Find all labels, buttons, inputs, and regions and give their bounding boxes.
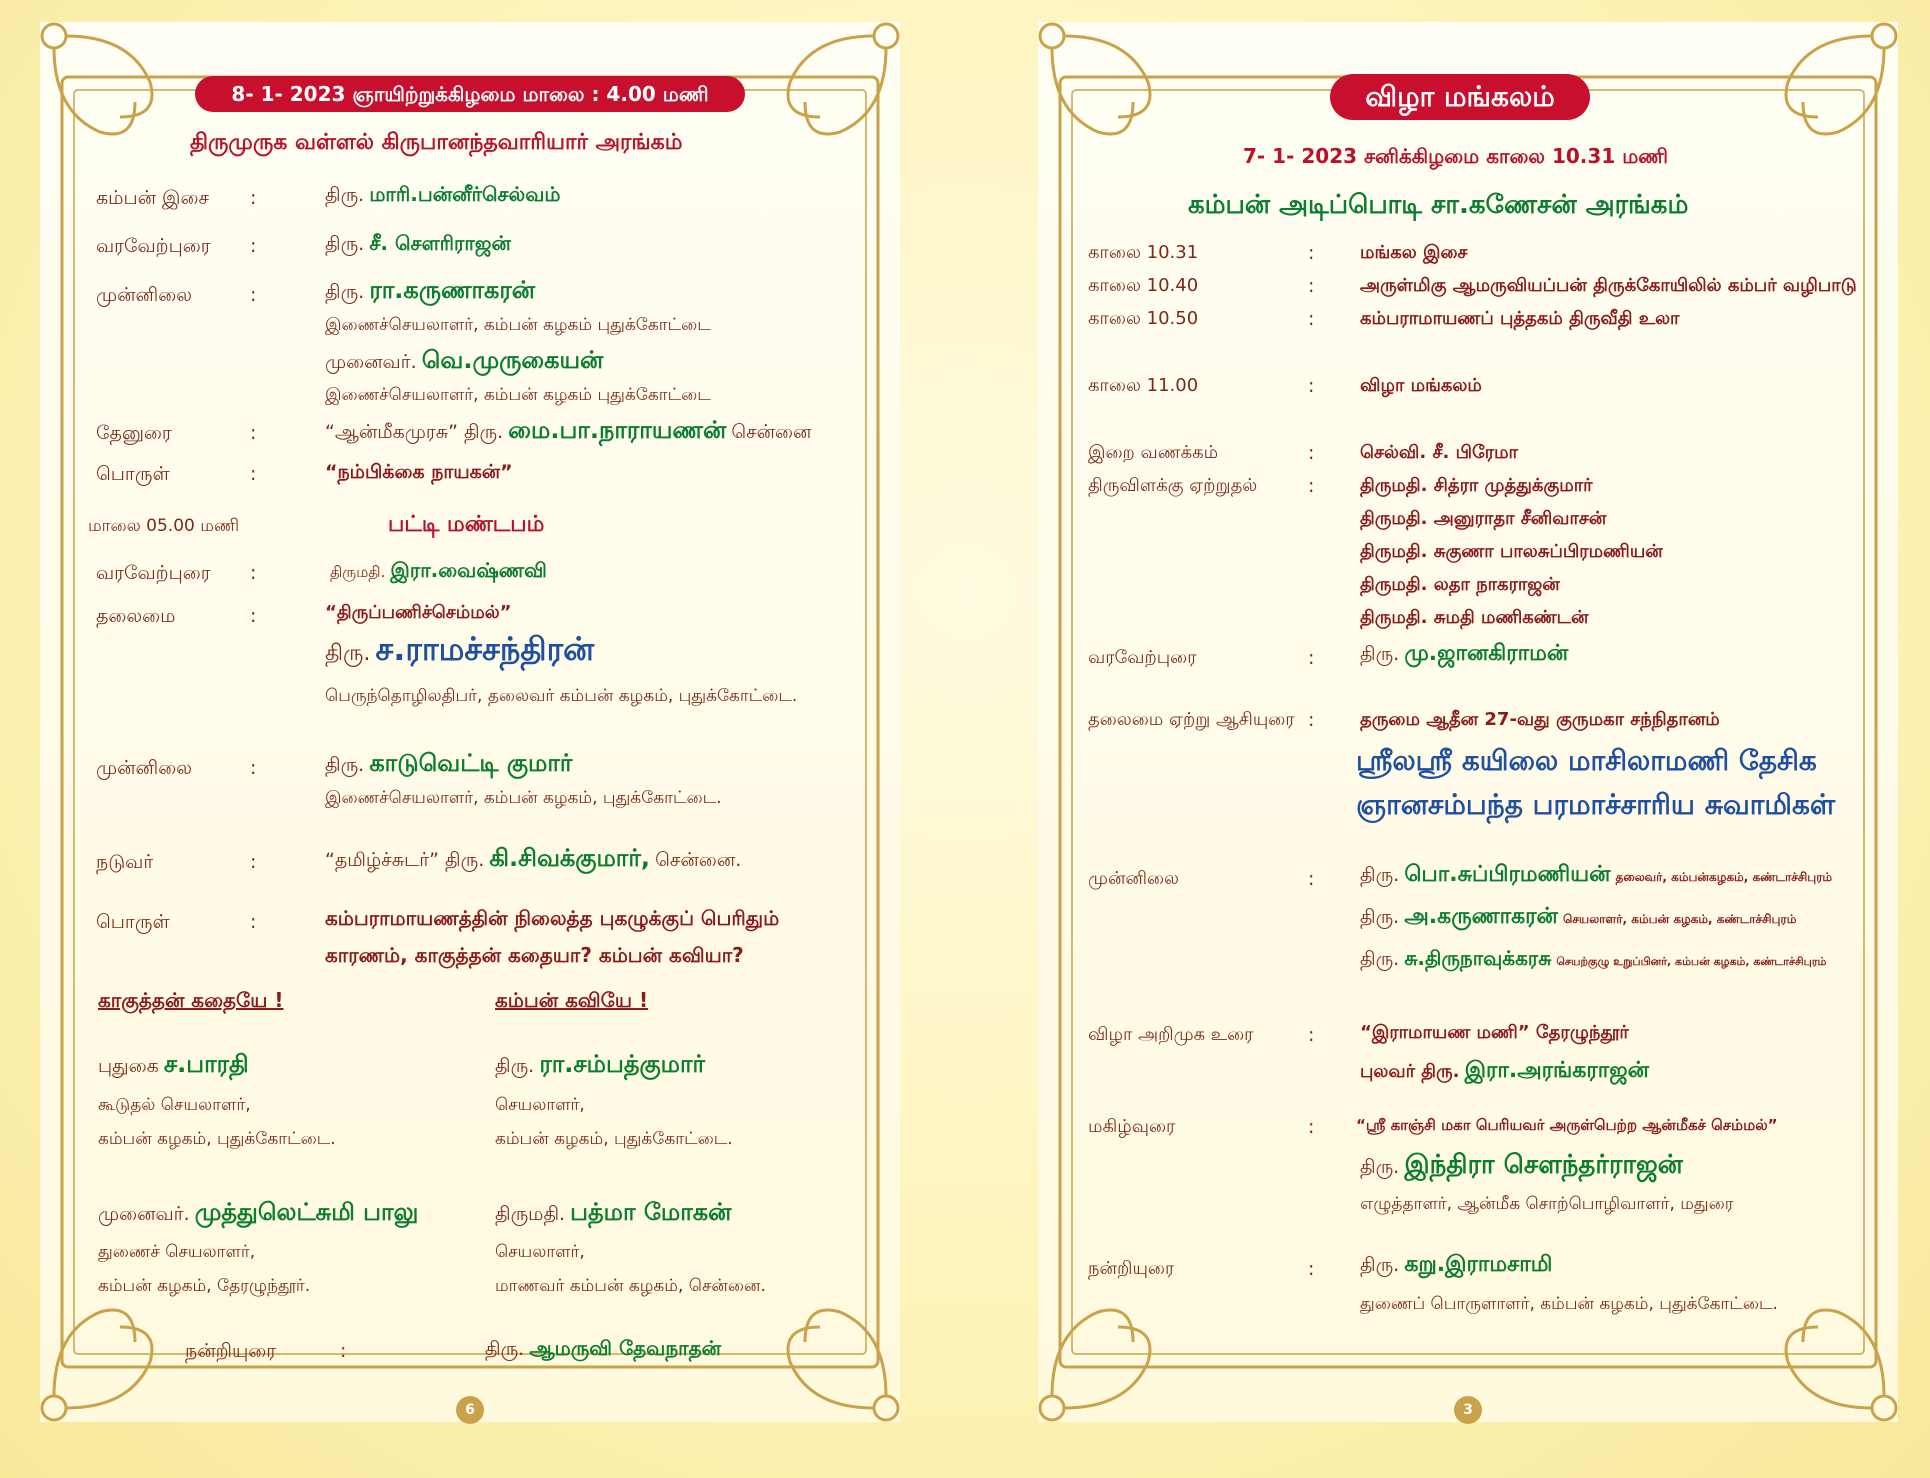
role-label: முன்னிலை	[1088, 868, 1179, 889]
colon: :	[1308, 868, 1315, 890]
debater	[98, 1198, 418, 1229]
speaker	[325, 630, 594, 672]
schedule-time: காலை 10.50	[1088, 308, 1199, 329]
debate-topic-line2: காரணம், காகுத்தன் கதையா? கம்பன் கவியா?	[325, 943, 744, 967]
honorific-title: “தமிழ்ச்சுடர்” திரு.	[325, 849, 485, 871]
speaker-name: மை.பா.நாராயணன்	[508, 416, 727, 444]
team-b-heading: கம்பன் கவியே !	[495, 988, 649, 1012]
colon: :	[340, 1340, 347, 1362]
honorific-title: தருமை ஆதீன 27-வது குருமகா சந்நிதானம்	[1360, 709, 1720, 730]
lamp-lighter: திருமதி. அனுராதா சீனிவாசன்	[1360, 508, 1607, 529]
speaker	[325, 231, 511, 258]
title-prefix: திருமதி.	[330, 563, 386, 581]
role-label: நடுவர்	[96, 851, 154, 873]
role-label: முன்னிலை	[96, 757, 193, 779]
speaker-name: இந்திரா சௌந்தர்ராஜன்	[1404, 1150, 1683, 1180]
colon: :	[1308, 242, 1315, 264]
lamp-lighter: திருமதி. லதா நாகராஜன்	[1360, 574, 1560, 595]
schedule-time: காலை 11.00	[1088, 375, 1199, 396]
speaker-designation: இணைச்செயலாளர், கம்பன் கழகம், புதுக்கோட்டை.	[325, 788, 722, 808]
honorific-title: “ஆன்மீகமுரசு” திரு.	[325, 421, 504, 443]
page-number: 6	[456, 1396, 484, 1424]
debater-designation: கூடுதல் செயலாளர்,	[98, 1095, 251, 1115]
colon: :	[1308, 275, 1315, 297]
speaker	[1360, 641, 1568, 669]
role-label: திருவிளக்கு ஏற்றுதல்	[1088, 475, 1258, 496]
colon: :	[250, 851, 257, 873]
schedule-event: கம்பராமாயணப் புத்தகம் திருவீதி உலா	[1360, 308, 1680, 329]
role-label: வரவேற்புரை	[96, 235, 211, 257]
speaker	[1360, 946, 1826, 973]
schedule-event: மங்கல இசை	[1360, 242, 1468, 263]
speaker	[1360, 1150, 1683, 1183]
debater-name: முத்துலெட்சுமி பாலு	[194, 1198, 419, 1226]
title-banner: விழா மங்கலம்	[1330, 74, 1590, 120]
speaker-designation: துணைப் பொருளாளர், கம்பன் கழகம், புதுக்கோட்டை.	[1360, 1294, 1778, 1314]
team-a-heading: காகுத்தன் கதையே !	[98, 988, 284, 1012]
colon: :	[250, 757, 257, 779]
honorific-title: “இராமாயண மணி” தேரழுந்தூர்	[1360, 1022, 1629, 1043]
date-line: 7- 1- 2023 சனிக்கிழமை காலை 10.31 மணி	[1243, 144, 1669, 168]
debater-designation: மாணவர் கம்பன் கழகம், சென்னை.	[495, 1276, 766, 1296]
title-prefix: திரு.	[1360, 864, 1400, 886]
debater-designation: கம்பன் கழகம், புதுக்கோட்டை.	[495, 1129, 733, 1149]
debater-designation: கம்பன் கழகம், தேரழுந்தூர்.	[98, 1276, 311, 1296]
role-label: கம்பன் இசை	[96, 187, 210, 209]
title-prefix: திரு.	[1360, 643, 1400, 665]
speaker-name: சீ. சௌரிராஜன்	[369, 231, 511, 255]
speaker	[1360, 904, 1796, 932]
title-prefix: முனைவர்.	[98, 1203, 190, 1225]
title-prefix: திரு.	[1360, 1156, 1400, 1178]
role-label: நன்றியுரை	[185, 1340, 277, 1362]
role-label: மகிழ்வுரை	[1088, 1116, 1176, 1137]
debater	[495, 1050, 705, 1081]
colon: :	[250, 562, 257, 584]
speaker	[325, 749, 572, 780]
schedule-event: அருள்மிகு ஆமருவியப்பன் திருக்கோயிலில் கம்பர் வழிபாடு	[1360, 275, 1857, 296]
colon: :	[1308, 709, 1315, 731]
colon: :	[1308, 308, 1315, 330]
colon: :	[250, 187, 257, 209]
chief-guest-name-line1: ஸ்ரீலஸ்ரீ கயிலை மாசிலாமணி தேசிக	[1356, 744, 1817, 777]
speaker-name: ச.ராமச்சந்திரன்	[375, 630, 595, 668]
colon: :	[250, 605, 257, 627]
role-label: தலைமை ஏற்று ஆசியுரை	[1088, 709, 1295, 730]
title-prefix: திரு.	[1360, 906, 1400, 928]
speaker-name: ரா.கருணாகரன்	[369, 276, 536, 304]
title-prefix: திரு.	[325, 233, 365, 255]
colon: :	[1308, 647, 1315, 669]
title-prefix: திரு.	[325, 184, 365, 206]
debate-topic-line1: கம்பராமாயணத்தின் நிலைத்த புகழுக்குப் பெரிதும்	[325, 906, 780, 930]
speaker-designation: இணைச்செயலாளர், கம்பன் கழகம் புதுக்கோட்டை	[325, 385, 711, 405]
speaker	[325, 276, 535, 307]
speaker-name: காடுவெட்டி குமார்	[369, 749, 573, 777]
role-label: வரவேற்புரை	[96, 562, 211, 584]
speaker	[325, 844, 741, 875]
honorific-title: “ஸ்ரீ காஞ்சி மகா பெரியவர் அருள்பெற்ற ஆன்மீகச் செம்மல்”	[1356, 1116, 1778, 1134]
chief-guest-name-line2: ஞானசம்பந்த பரமாச்சாரிய சுவாமிகள்	[1356, 788, 1836, 821]
colon: :	[250, 463, 257, 485]
title-prefix: திருமதி.	[495, 1203, 566, 1225]
debater-designation: கம்பன் கழகம், புதுக்கோட்டை.	[98, 1129, 336, 1149]
schedule-time: காலை 10.40	[1088, 275, 1199, 296]
speaker-name: மாரி.பன்னீர்செல்வம்	[369, 182, 561, 206]
topic: “நம்பிக்கை நாயகன்”	[325, 461, 513, 483]
speaker	[1360, 1252, 1552, 1280]
lamp-lighter: திருமதி. சித்ரா முத்துக்குமார்	[1360, 475, 1593, 496]
speaker	[325, 416, 811, 447]
debater-designation: துணைச் செயலாளர்,	[98, 1242, 256, 1262]
speaker-name: பொ.சுப்பிரமணியன்	[1404, 862, 1611, 887]
role-label: பொருள்	[96, 463, 170, 485]
honorific-title: “திருப்பணிச்செம்மல்”	[325, 602, 512, 623]
speaker	[485, 1336, 721, 1363]
colon: :	[250, 235, 257, 257]
speaker-place: சென்னை	[731, 421, 812, 443]
speaker-name: மு.ஜானகிராமன்	[1404, 641, 1569, 666]
speaker-name: அ.கருணாகரன்	[1404, 904, 1558, 929]
colon: :	[1308, 1024, 1315, 1046]
title-prefix: புதுகை	[98, 1055, 159, 1077]
colon: :	[250, 284, 257, 306]
lamp-lighter: திருமதி. சுமதி மணிகண்டன்	[1360, 607, 1589, 628]
debater-designation: செயலாளர்,	[495, 1242, 585, 1262]
speaker-name: கி.சிவக்குமார்,	[489, 844, 650, 872]
debater-name: பத்மா மோகன்	[570, 1198, 732, 1226]
debater	[495, 1198, 731, 1229]
speaker	[1360, 1058, 1649, 1086]
speaker-name: இரா.அரங்கராஜன்	[1464, 1058, 1649, 1083]
page-number: 3	[1454, 1396, 1482, 1424]
speaker-designation: செயற்குழு உறுப்பினர், கம்பன் கழகம், கண்டாச்சிபுரம்	[1556, 955, 1827, 968]
right-page	[1038, 22, 1898, 1422]
title-prefix: திரு.	[325, 281, 365, 303]
speaker-designation: இணைச்செயலாளர், கம்பன் கழகம் புதுக்கோட்டை	[325, 315, 711, 335]
colon: :	[250, 422, 257, 444]
role-label: முன்னிலை	[96, 284, 193, 306]
title-prefix: திரு.	[495, 1055, 535, 1077]
session-time: மாலை 05.00 மணி	[88, 516, 240, 536]
colon: :	[1308, 375, 1315, 397]
schedule-event: விழா மங்கலம்	[1360, 375, 1482, 396]
role-label: தலைமை	[96, 605, 176, 627]
speaker	[1360, 862, 1832, 890]
hall-title: கம்பன் அடிப்பொடி சா.கணேசன் அரங்கம்	[1188, 190, 1689, 220]
speaker-designation: எழுத்தாளர், ஆன்மீக சொற்பொழிவாளர், மதுரை	[1360, 1194, 1734, 1214]
role-label: நன்றியுரை	[1088, 1258, 1175, 1279]
speaker-designation: பெருந்தொழிலதிபர், தலைவர் கம்பன் கழகம், புதுக்கோட்டை.	[325, 686, 798, 706]
debater-name: ரா.சம்பத்குமார்	[539, 1050, 706, 1078]
speaker-designation: செயலாளர், கம்பன் கழகம், கண்டாச்சிபுரம்	[1562, 912, 1797, 926]
title-prefix: முனைவர்.	[325, 351, 417, 373]
speaker	[325, 182, 560, 209]
speaker-name: செல்வி. சீ. பிரேமா	[1360, 442, 1518, 463]
role-label: விழா அறிமுக உரை	[1088, 1024, 1254, 1045]
speaker-name: ஆமருவி தேவநாதன்	[529, 1336, 722, 1360]
title-prefix: புலவர் திரு.	[1360, 1061, 1460, 1082]
colon: :	[250, 911, 257, 933]
left-page	[40, 22, 900, 1422]
speaker	[330, 558, 547, 585]
title-prefix: திரு.	[325, 754, 365, 776]
debater	[98, 1050, 249, 1081]
schedule-time: காலை 10.31	[1088, 242, 1199, 263]
title-prefix: திரு.	[1360, 1254, 1400, 1276]
colon: :	[1308, 442, 1315, 464]
speaker-place: சென்னை.	[655, 849, 742, 871]
lamp-lighter: திருமதி. சுகுணா பாலசுப்பிரமணியன்	[1360, 541, 1663, 562]
debater-name: ச.பாரதி	[163, 1050, 249, 1078]
date-banner: 8- 1- 2023 ஞாயிற்றுக்கிழமை மாலை : 4.00 மணி	[195, 76, 745, 112]
title-prefix: திரு.	[485, 1338, 525, 1360]
title-prefix: திரு.	[1360, 948, 1400, 970]
speaker-name: கறு.இராமசாமி	[1404, 1252, 1553, 1277]
role-label: இறை வணக்கம்	[1088, 442, 1219, 463]
debater-designation: செயலாளர்,	[495, 1095, 585, 1115]
speaker-name: வெ.முருகையன்	[421, 346, 604, 374]
speaker-designation: தலைவர், கம்பன்கழகம், கண்டாச்சிபுரம்	[1615, 870, 1833, 884]
role-label: பொருள்	[96, 911, 170, 933]
hall-title: திருமுருக வள்ளல் கிருபானந்தவாரியார் அரங்கம்	[190, 130, 683, 155]
role-label: தேனுரை	[96, 422, 172, 444]
speaker-name: இரா.வைஷ்ணவி	[390, 558, 547, 582]
colon: :	[1308, 475, 1315, 497]
speaker	[325, 346, 603, 377]
colon: :	[1308, 1116, 1315, 1138]
title-prefix: திரு.	[325, 641, 371, 666]
speaker-name: சு.திருநாவுக்கரசு	[1404, 946, 1552, 970]
colon: :	[1308, 1258, 1315, 1280]
role-label: வரவேற்புரை	[1088, 647, 1197, 668]
session-title: பட்டி மண்டபம்	[388, 512, 545, 537]
